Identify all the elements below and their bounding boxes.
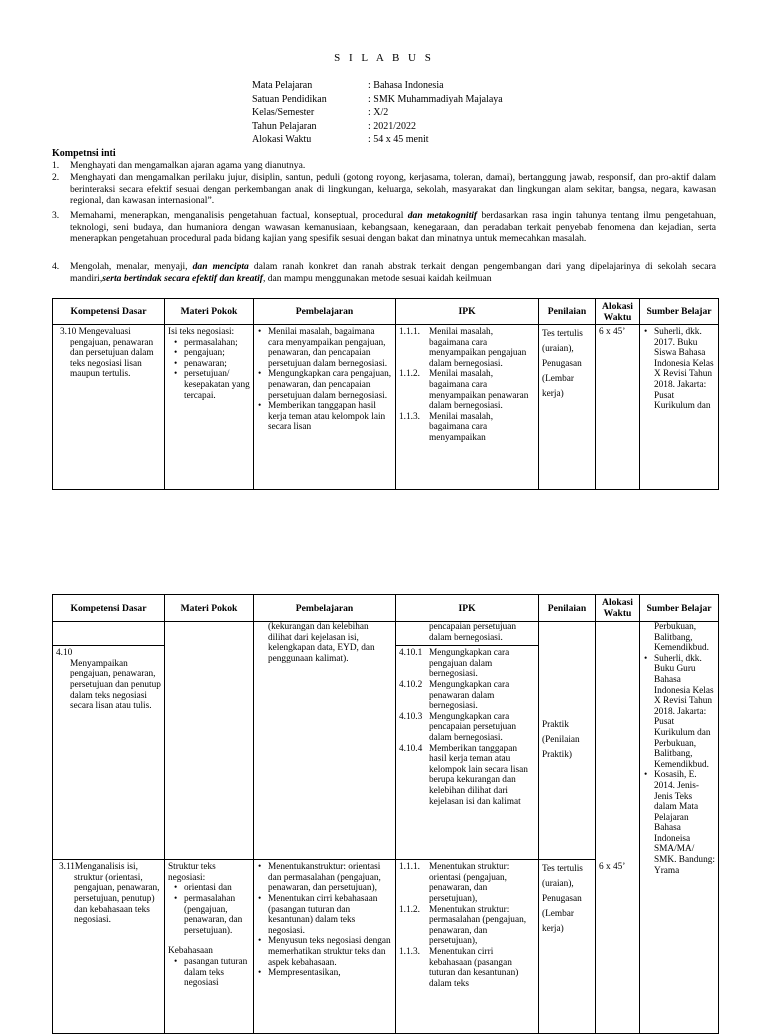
ipk-number: 4.10.3 [399, 711, 423, 722]
ki-item-1 [52, 160, 716, 172]
penilaian-text: Tes tertulis (uraian), [542, 864, 583, 890]
materi-cell [165, 325, 254, 490]
penilaian-cell [539, 622, 596, 860]
ipk-text: Menentukan cirri kebahasaan (pasangan tuturan dan kesantunan) dalam teks [429, 946, 519, 989]
ki-text-part: , dan mampu menggunakan metode sesuai kaidah keilmuan [262, 272, 492, 284]
ki-number: 3. [52, 210, 60, 221]
header-ipk: IPK [396, 299, 539, 325]
header-alokasi: Alokasi Waktu [596, 299, 640, 325]
ipk-item [399, 744, 535, 808]
ipk-cell [396, 646, 539, 860]
sumber-text: Perbukuan, Balitbang, Kemendikbud. [654, 622, 709, 654]
kd-text: 3.11Menganalisis isi, struktur (orientasi, pengajuan, penawaran, persetujuan, penutup) dan kebahasaan teks negosiasi. [59, 862, 160, 926]
kd-text: Menyampaikan pengajuan, penawaran, persetujuan dan penutup dalam teks negosiasi secara lisan atau tulis. [70, 658, 161, 712]
ipk-cell [396, 325, 539, 490]
list-item: • permasalahan (pengajuan, penawaran, dan persetujuan). [184, 894, 250, 936]
ipk-text: Menentukan struktur: orientasi (pengajuan, penawaran, dan persetujuan), [429, 862, 510, 904]
ipk-text: Menilai masalah, bagaimana cara menyampaikan pengajuan dalam bernegosiasi. [429, 327, 527, 369]
header-alokasi: Alokasi Waktu [596, 595, 640, 622]
list-item: • pasangan tuturan dalam teks negosiasi [184, 957, 250, 989]
ipk-text: Menentukan struktur: permasalahan (pengajuan, penawaran, dan persetujuan), [429, 904, 527, 947]
list-item: • penawaran; [184, 359, 250, 370]
meta-value: : Bahasa Indonesia [368, 80, 444, 91]
ki-text-emphasis: dan mencipta [192, 261, 249, 272]
list-item: • orientasi dan [184, 883, 250, 894]
materi-cell [165, 860, 254, 1034]
ipk-item [399, 862, 535, 904]
kd-cell [53, 860, 165, 1034]
header-penilaian: Penilaian [539, 595, 596, 622]
sumber-cell [640, 325, 719, 490]
ki-text-part: dalam ranah konkret dan ranah abstrak terkait dengan pengembangan dari yang dipelajarinya di sekolah secara mandiri, [70, 261, 716, 284]
penilaian-text: (Penilaian Praktik) [542, 735, 580, 761]
ipk-number: 4.10.1 [399, 648, 423, 659]
meta-label: Kelas/Semester [252, 107, 315, 118]
list-item: • Mempresentasikan, [268, 968, 392, 979]
header-materi: Materi Pokok [165, 299, 254, 325]
ki-text: Menghayati dan mengamalkan ajaran agama yang dianutnya. [70, 160, 306, 171]
syllabus-table-2 [52, 594, 719, 1034]
ipk-item [399, 947, 535, 989]
list-item: • Memberikan tanggapan hasil kerja teman atau kelompok lain secara lisan [268, 401, 392, 433]
list-item: • Suherli, dkk. 2017. Buku Siswa Bahasa Indonesia Kelas X Revisi Tahun 2018. Jakarta: Pusat Kurikulum dan [654, 327, 715, 412]
pembelajaran-list [257, 327, 392, 433]
list-item: • pengajuan; [184, 348, 250, 359]
ipk-item [399, 327, 535, 369]
ipk-number: 1.1.3. [399, 411, 420, 422]
ki-text [70, 261, 716, 284]
ki-heading: Kompetnsi inti [52, 148, 116, 159]
pembelajaran-cell: (kekurangan dan kelebihan dilihat dari kejelasan isi, kelengkapan data, EYD, dan penggunaan kalimat). [254, 622, 396, 860]
materi-list [168, 957, 250, 989]
ki-item-3 [52, 210, 716, 245]
alokasi-cell [596, 622, 640, 1034]
list-item: • Mengungkapkan cara pengajuan, penawaran, dan pencapaian persetujuan dalam bernegosiasi. [268, 369, 392, 401]
pembelajaran-cell [254, 860, 396, 1034]
meta-label: Tahun Pelajaran [252, 120, 317, 132]
meta-label: Alokasi Waktu [252, 134, 312, 145]
ipk-number: 1.1.2. [399, 369, 420, 380]
meta-values [368, 79, 503, 147]
list-item: • Suherli, dkk. Buku Guru Bahasa Indonesia Kelas X Revisi Tahun 2018. Jakarta: Pusat Kurikulum dan Perbukuan, Balitbang, Kemendikbud. [654, 654, 715, 771]
ipk-number: 1.1.1. [399, 862, 420, 873]
ki-text-part: Memahami, menerapkan, menganalisis pengetahuan factual, konseptual, procedural [70, 210, 408, 221]
ipk-item [399, 712, 535, 744]
alokasi-text: 6 x 45’ [599, 862, 626, 872]
ipk-number: 4.10.4 [399, 743, 423, 754]
ki-item-4 [52, 261, 716, 284]
ipk-number: 1.1.1. [399, 327, 420, 337]
kd-cell-empty [53, 622, 165, 646]
meta-label: Mata Pelajaran [252, 80, 313, 91]
materi-intro: Isi teks negosiasi: [168, 327, 235, 337]
ipk-item [399, 369, 535, 411]
header-sumber: Sumber Belajar [640, 299, 719, 325]
meta-label: Satuan Pendidikan [252, 93, 327, 105]
ipk-item [399, 905, 535, 947]
meta-labels [252, 79, 327, 147]
pembelajaran-cell [254, 325, 396, 490]
sumber-list [643, 327, 715, 412]
ipk-item [399, 412, 535, 444]
header-penilaian: Penilaian [539, 299, 596, 325]
ki-text-emphasis: serta bertindak secara efektif dan kreatif [102, 272, 263, 284]
penilaian-cell [539, 860, 596, 1034]
ipk-cell [396, 860, 539, 1034]
header-ipk: IPK [396, 595, 539, 622]
header-sumber: Sumber Belajar [640, 595, 719, 622]
meta-value: : 54 x 45 menit [368, 134, 429, 145]
list-item: • Menilai masalah, bagaimana cara menyampaikan pengajuan, penawaran, dan pencapaian persetujuan dalam bernegosiasi. [268, 327, 392, 369]
ki-text-part: Mengolah, menalar, menyaji, [70, 261, 193, 272]
materi-list [168, 883, 250, 936]
ipk-item [399, 680, 535, 712]
sumber-cell [640, 622, 719, 1034]
ki-number: 4. [52, 261, 60, 272]
kd-text: 3.10 Mengevaluasi pengajuan, penawaran dan persetujuan dalam teks negosiasi lisan maupun tertulis. [60, 327, 154, 380]
meta-value: : 2021/2022 [368, 120, 417, 132]
syllabus-table-1 [52, 298, 719, 490]
ipk-number: 4.10.2 [399, 679, 423, 690]
ipk-text: Mengungkapkan cara penawaran dalam bernegosiasi. [429, 679, 510, 712]
alokasi-cell: 6 x 45’ [596, 325, 640, 490]
header-pembelajaran: Pembelajaran [254, 299, 396, 325]
meta-value: : SMK Muhammadiyah Majalaya [368, 93, 503, 105]
page-title: S I L A B U S [334, 52, 434, 64]
ipk-text: Menilai masalah, bagaimana cara menyampaikan [429, 411, 494, 443]
list-item: • Menyusun teks negosiasi dengan memerhatikan struktur teks dan aspek kebahasaan. [268, 936, 392, 968]
sumber-list [643, 654, 715, 876]
kd-cell [53, 325, 165, 490]
pembelajaran-list [257, 862, 392, 979]
header-pembelajaran: Pembelajaran [254, 595, 396, 622]
list-item: • Kosasih, E. 2014. Jenis-Jenis Teks dalam Mata Pelajaran Bahasa Indoneisa SMA/MA/ SMK. Bandung: Yrama [654, 770, 715, 876]
materi-intro: Struktur teks negosiasi: [168, 862, 216, 883]
ipk-number: 1.1.3. [399, 946, 420, 957]
ipk-text: Memberikan tanggapan hasil kerja teman atau kelompok lain secara lisan berupa kekurangan dan kelebihan dilihat dari kejelasan isi dan kalimat [429, 743, 528, 807]
header-kd: Kompetensi Dasar [53, 299, 165, 325]
ki-number: 2. [52, 172, 60, 183]
list-item: • Menentukan cirri kebahasaan (pasangan tuturan dan kesantunan) dalam teks negosiasi. [268, 894, 392, 936]
materi-list [168, 338, 250, 402]
ki-text: Menghayati dan mengamalkan perilaku jujur, disiplin, santun, peduli (gotong royong, kerjasama, toleran, damai), bertanggung jawab, responsif, dan pro-aktif dalam berinteraksi secara efektif sesuai dengan perkembangan anak di lingkungan, keluarga, sekolah, masyarakat dan lingkungan alam sekitar, bangsa, negara, kawasan regional, dan kawasan internasional”. [70, 172, 716, 207]
materi-cell-empty [165, 622, 254, 860]
list-item: • permasalahan; [184, 338, 250, 349]
ki-text [70, 210, 716, 245]
header-materi: Materi Pokok [165, 595, 254, 622]
ki-number: 1. [52, 160, 60, 171]
ipk-text: Menilai masalah, bagaimana cara menyampaikan penawaran dalam bernegosiasi. [429, 369, 529, 412]
penilaian-cell [539, 325, 596, 490]
penilaian-text: Tes tertulis (uraian), [542, 329, 583, 354]
ipk-text: Mengungkapkan cara pengajuan dalam bernegosiasi. [429, 648, 510, 680]
ipk-cell: pencapaian persetujuan dalam bernegosiasi. [396, 622, 539, 646]
kd-number: 4.10 [56, 648, 73, 659]
list-item: • Menentukanstruktur: orientasi dan permasalahan (pengajuan, penawaran, dan persetujuan), [268, 862, 392, 894]
ki-text-part: berdasarkan rasa ingin tahunya tentang ilmu pengetahuan, teknologi, seni budaya, dan humaniora dengan wawasan kemanusiaan, kebangsaan, kenegaraan, dan peradaban terkait penyebab fenomena dan kejadian, serta menerapkan pengetahuan procedural pada bidang kajian yang spesifik sesuai dengan bakat dan minatnya untuk memecahkan masalah. [70, 210, 717, 245]
penilaian-text: Praktik [542, 720, 569, 731]
ki-item-2 [52, 172, 716, 207]
ipk-number: 1.1.2. [399, 904, 420, 915]
ipk-text: Mengungkapkan cara pencapaian persetujuan dalam bernegosiasi. [429, 711, 516, 743]
ipk-item [399, 648, 535, 680]
ki-text-emphasis: dan metakognitif [407, 210, 478, 221]
materi-subheading: Kebahasaan [168, 946, 213, 957]
penilaian-text: Penugasan (Lembar kerja) [542, 894, 582, 935]
penilaian-text: Penugasan (Lembar kerja) [542, 359, 582, 399]
header-kd: Kompetensi Dasar [53, 595, 165, 622]
list-item: • persetujuan/ kesepakatan yang tercapai. [184, 369, 250, 401]
kd-cell [53, 646, 165, 860]
meta-value: : X/2 [368, 107, 389, 118]
